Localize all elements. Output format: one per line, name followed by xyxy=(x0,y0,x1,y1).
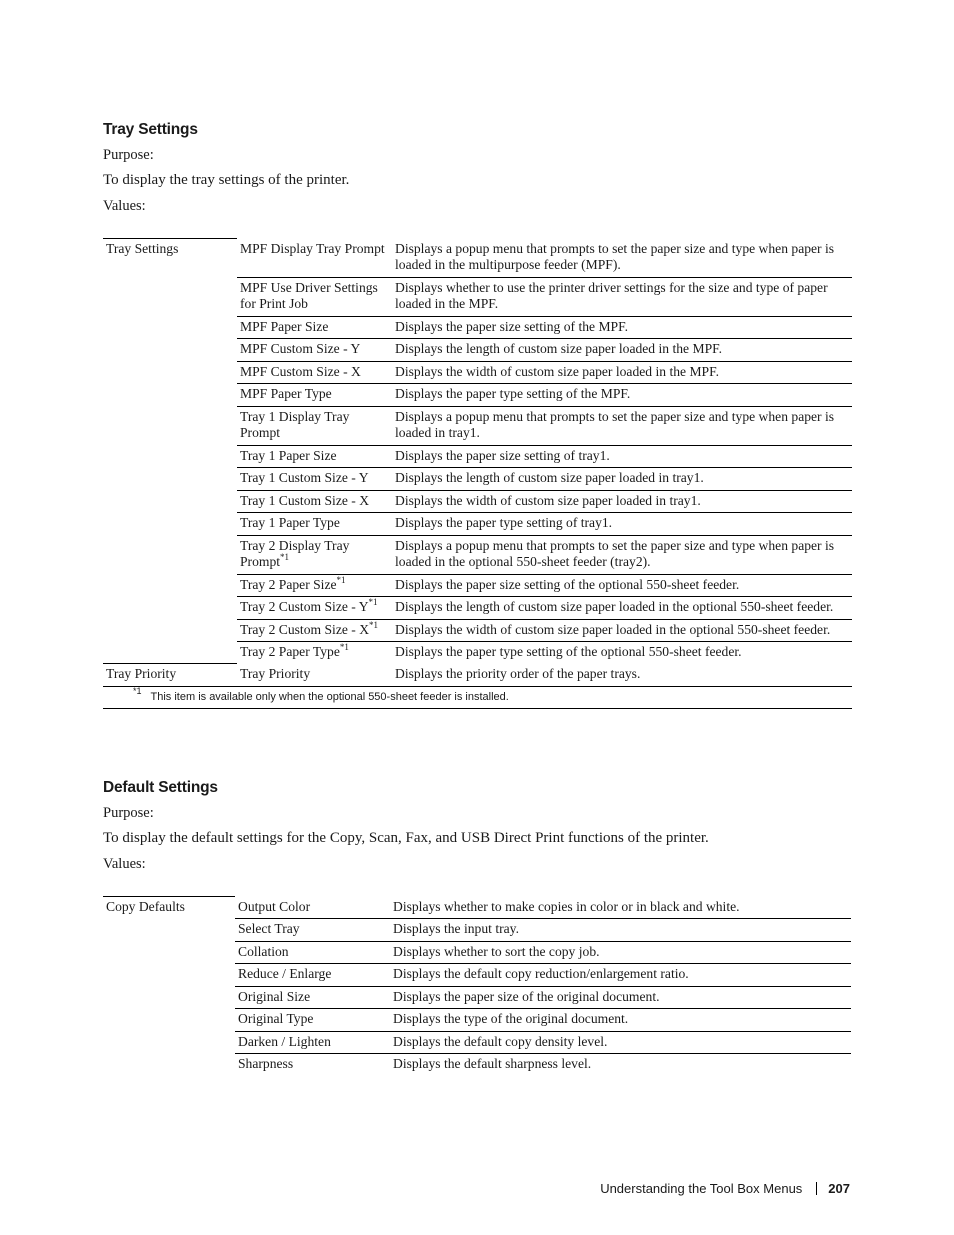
setting-name: Darken / Lighten xyxy=(238,1033,331,1049)
footer-page-number: 207 xyxy=(828,1181,850,1196)
table-row xyxy=(103,897,851,919)
setting-name: Tray 1 Custom Size - X xyxy=(240,492,370,508)
setting-description: Displays the paper type setting of the optional 550-sheet feeder. xyxy=(392,642,852,664)
setting-description: Displays the paper size setting of the MPF. xyxy=(392,316,852,339)
setting-description: Displays the input tray. xyxy=(390,919,851,942)
setting-name: Original Size xyxy=(238,988,311,1004)
setting-description: Displays a popup menu that prompts to set the paper size and type when paper is loaded in the multipurpose feeder (MPF). xyxy=(395,240,835,272)
setting-name: MPF Custom Size - X xyxy=(240,363,361,379)
setting-name: Collation xyxy=(238,943,289,959)
setting-description: Displays whether to make copies in color or in black and white. xyxy=(393,898,740,914)
setting-name-cell xyxy=(235,919,390,942)
setting-name: MPF Display Tray Prompt xyxy=(240,240,385,256)
tray-settings-heading: Tray Settings xyxy=(103,121,198,138)
footnote-mark: *1 xyxy=(133,685,142,696)
setting-name: Tray 1 Paper Size xyxy=(240,447,337,463)
default-settings-heading: Default Settings xyxy=(103,779,218,796)
footnote-row xyxy=(103,686,852,709)
setting-name: Tray 1 Custom Size - Y xyxy=(240,470,369,485)
setting-name: Select Tray xyxy=(238,921,300,936)
setting-name: MPF Paper Size xyxy=(240,318,329,334)
setting-name-cell xyxy=(237,277,392,316)
setting-name: Tray 2 Custom Size - X xyxy=(240,621,370,637)
setting-description: Displays the width of custom size paper loaded in the optional 550-sheet feeder. xyxy=(392,619,852,642)
setting-name-cell xyxy=(237,513,392,536)
tray-values-label: Values: xyxy=(103,198,146,214)
setting-description: Displays the length of custom size paper loaded in tray1. xyxy=(392,468,852,491)
setting-name-cell xyxy=(235,1031,390,1054)
category-cell: Tray Settings xyxy=(103,239,237,664)
page-footer xyxy=(600,1181,850,1196)
setting-name-cell xyxy=(237,468,392,491)
setting-name: Output Color xyxy=(238,898,311,914)
setting-name-cell xyxy=(237,619,392,642)
category-cell: Copy Defaults xyxy=(103,897,235,1076)
setting-name-cell xyxy=(237,490,392,513)
setting-description: Displays a popup menu that prompts to set the paper size and type when paper is loaded in tray1. xyxy=(392,406,852,445)
setting-name: Reduce / Enlarge xyxy=(238,966,332,981)
table-row xyxy=(103,664,852,687)
setting-name-cell xyxy=(237,239,392,278)
setting-name: Tray 2 Display Tray Prompt xyxy=(240,537,350,569)
setting-name: MPF Use Driver Settings for Print Job xyxy=(240,279,378,311)
setting-description: Displays the default copy density level. xyxy=(390,1031,851,1054)
setting-description: Displays the length of custom size paper loaded in the optional 550-sheet feeder. xyxy=(392,597,852,620)
setting-description: Displays the type of the original document. xyxy=(390,1009,851,1032)
setting-name: Tray 2 Paper Type xyxy=(240,644,340,659)
setting-name: Tray 1 Display Tray Prompt xyxy=(240,408,350,440)
default-values-label: Values: xyxy=(103,856,146,872)
default-purpose-text: To display the default settings for the Copy, Scan, Fax, and USB Direct Print functions of the printer. xyxy=(103,830,709,846)
setting-description: Displays the paper type setting of tray1. xyxy=(392,513,852,536)
setting-name-cell xyxy=(237,574,392,597)
footnote-marker: *1 xyxy=(280,552,290,562)
setting-name-cell xyxy=(237,384,392,407)
setting-name: Sharpness xyxy=(238,1056,294,1071)
setting-description: Displays the paper size setting of tray1. xyxy=(392,445,852,468)
setting-name-cell xyxy=(237,445,392,468)
setting-name-cell xyxy=(237,597,392,620)
setting-description: Displays the default copy reduction/enlargement ratio. xyxy=(390,964,851,987)
footer-chapter-title: Understanding the Tool Box Menus xyxy=(600,1181,803,1196)
default-purpose-label: Purpose: xyxy=(103,805,154,821)
setting-description: Displays the paper size of the original document. xyxy=(390,986,851,1009)
default-settings-table xyxy=(103,896,851,1076)
setting-name-cell xyxy=(237,642,392,664)
setting-name-cell xyxy=(237,406,392,445)
setting-name-cell xyxy=(237,316,392,339)
setting-description: Displays whether to sort the copy job. xyxy=(390,941,851,964)
setting-name-cell xyxy=(235,986,390,1009)
setting-description: Displays whether to use the printer driver settings for the size and type of paper loaded in the MPF. xyxy=(392,277,852,316)
setting-description: Displays the width of custom size paper loaded in the MPF. xyxy=(392,361,852,384)
setting-name-cell xyxy=(237,664,392,687)
footnote-marker: *1 xyxy=(369,619,379,630)
setting-name-cell xyxy=(237,339,392,362)
setting-name: Tray 1 Paper Type xyxy=(240,515,340,530)
footnote-marker: *1 xyxy=(339,642,349,652)
setting-name: Tray Priority xyxy=(240,665,311,681)
setting-name-cell xyxy=(235,897,390,919)
setting-description: Displays a popup menu that prompts to set the paper size and type when paper is loaded in the optional 550-sheet feeder (tray2). xyxy=(392,535,852,574)
tray-purpose-text: To display the tray settings of the printer. xyxy=(103,172,350,188)
footnote-marker: *1 xyxy=(336,574,346,585)
table-row xyxy=(103,239,852,278)
setting-name: MPF Custom Size - Y xyxy=(240,341,361,356)
setting-name-cell xyxy=(235,941,390,964)
setting-name-cell xyxy=(235,964,390,987)
setting-description: Displays the paper type setting of the MPF. xyxy=(392,384,852,407)
tray-settings-table xyxy=(103,238,852,709)
tray-purpose-label: Purpose: xyxy=(103,147,154,163)
footnote-text: This item is available only when the optional 550-sheet feeder is installed. xyxy=(150,690,509,703)
setting-description: Displays the width of custom size paper loaded in tray1. xyxy=(392,490,852,513)
setting-name: MPF Paper Type xyxy=(240,386,332,401)
setting-name-cell xyxy=(235,1054,390,1076)
setting-description: Displays the paper size setting of the optional 550-sheet feeder. xyxy=(392,574,852,597)
footer-separator xyxy=(816,1182,817,1195)
setting-name: Tray 2 Custom Size - Y xyxy=(240,599,369,614)
setting-name-cell xyxy=(237,535,392,574)
setting-description: Displays the default sharpness level. xyxy=(390,1054,851,1076)
setting-name: Original Type xyxy=(238,1011,314,1026)
setting-name-cell xyxy=(235,1009,390,1032)
setting-description: Displays the length of custom size paper loaded in the MPF. xyxy=(392,339,852,362)
footnote-marker: *1 xyxy=(368,597,378,607)
setting-name: Tray 2 Paper Size xyxy=(240,576,337,592)
footnote xyxy=(103,686,852,709)
category-cell: Tray Priority xyxy=(103,664,237,687)
setting-name-cell xyxy=(237,361,392,384)
setting-description: Displays the priority order of the paper trays. xyxy=(395,665,641,681)
